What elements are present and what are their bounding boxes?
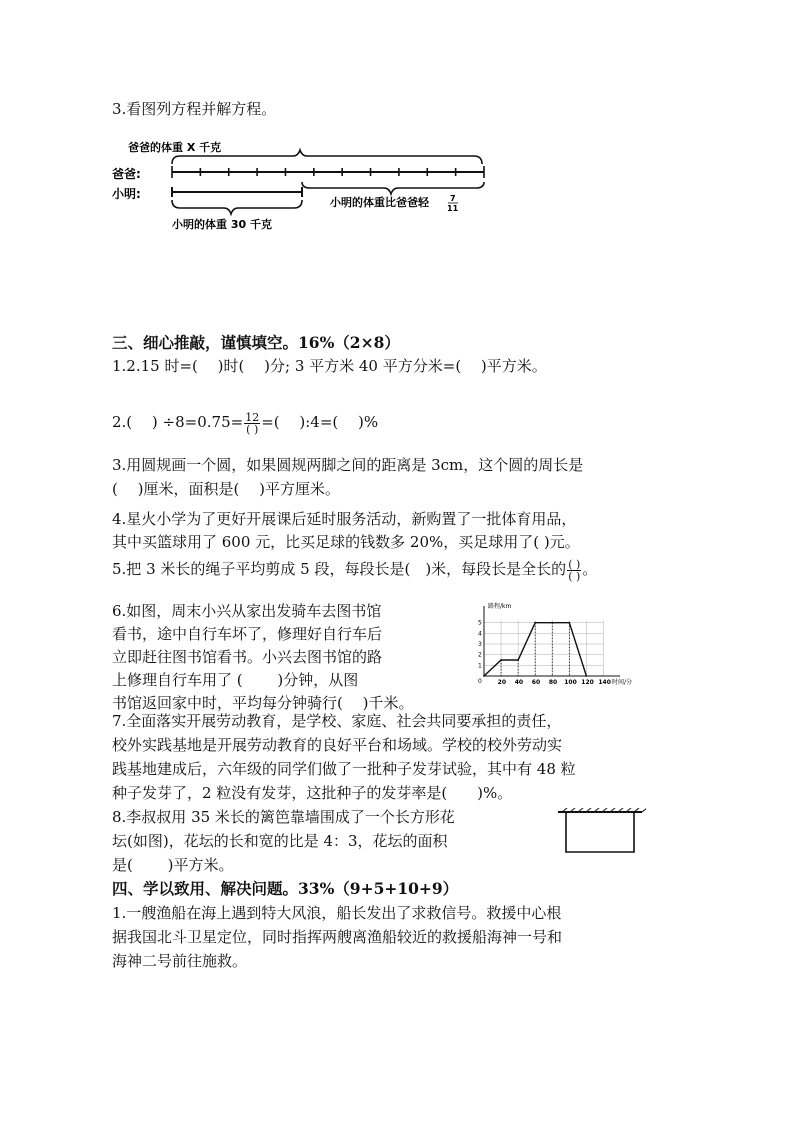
fill-blank-item-7-line-4: 种子发芽了，2 粒没有发芽，这批种子的发芽率是( )%。 <box>112 784 513 802</box>
chart-x-tick-label: 80 <box>548 679 558 686</box>
fill-blank-item-4-line-2: 其中买篮球用了 600 元，比买足球的钱数多 20%，买足球用了( )元。 <box>112 533 580 551</box>
fill-blank-item-6-line-1: 6.如图，周末小兴从家出发骑车去图书馆 <box>112 602 382 620</box>
chart-point <box>586 675 588 677</box>
difference-brace <box>302 182 484 194</box>
dad-weight-label: 爸爸的体重 X 千克 <box>128 141 222 154</box>
fill-blank-item-5: 5.把 3 米长的绳子平均剪成 5 段，每段长是( )米，每段长是全长的 $\frac{( )}{( )}$ 。 <box>112 557 598 583</box>
fence-rectangle <box>566 812 634 852</box>
fill-blank-item-8-line-2: 坛(如图)，花坛的长和宽的比是 4：3，花坛的面积 <box>112 832 448 850</box>
chart-x-tick-label: 120 <box>581 679 594 686</box>
chart-gridlines <box>484 621 603 676</box>
fill-blank-item-4-line-1: 4.星火小学为了更好开展课后延时服务活动，新购置了一批体育用品， <box>112 510 577 528</box>
chart-x-tick-label: 40 <box>514 679 524 686</box>
fill-blank-item-6-line-5: 书馆返回家中时，平均每分钟骑行( )千米。 <box>112 694 414 712</box>
chart-y-tick-label: 3 <box>478 641 482 648</box>
fill-blank-item-7-line-3: 践基地建成后，六年级的同学们做了一批种子发芽试验，其中有 48 粒 <box>112 760 576 778</box>
chart-y-axis-label: 路程/km <box>488 603 512 610</box>
fill-blank-item-6-line-3: 立即赶往图书馆看书。小兴去图书馆的路 <box>112 648 383 666</box>
distance-time-chart <box>462 598 662 690</box>
chart-x-tick-label: 100 <box>564 679 577 686</box>
section-3-heading: 三、细心推敲，谨慎填空。16%（2×8） <box>112 333 400 352</box>
chart-x-tick-label: 60 <box>531 679 541 686</box>
xiaoming-label: 小明: <box>112 187 141 201</box>
problem-1-line-1: 1.一艘渔船在海上遇到特大风浪，船长发出了求救信号。救援中心根 <box>112 904 562 922</box>
problem-1-line-3: 海神二号前往施救。 <box>112 952 248 970</box>
item-2-fraction: $\frac{12}{( )}$ <box>245 410 260 436</box>
fill-blank-item-6-line-2: 看书，途中自行车坏了，修理好自行车后 <box>112 625 383 643</box>
item-5-fraction: $\frac{( )}{( )}$ <box>568 557 581 583</box>
chart-x-axis-label: 时间/分 <box>612 679 633 686</box>
fill-blank-item-1: 1.2.15 时=( )时( )分; 3 平方米 40 平方分米=( )平方米。 <box>112 357 547 375</box>
segment-diagram <box>110 138 510 238</box>
chart-x-tick-label: 20 <box>497 679 507 686</box>
fill-blank-item-3-line-1: 3.用圆规画一个圆，如果圆规两脚之间的距离是 3cm，这个圆的周长是 <box>112 456 584 474</box>
chart-origin-label: 0 <box>478 678 482 685</box>
difference-fraction-denominator: 11 <box>447 204 459 213</box>
xiaoming-brace <box>172 200 302 214</box>
fill-blank-item-3-line-2: ( )厘米，面积是( )平方厘米。 <box>112 480 340 498</box>
fill-blank-item-8-line-1: 8.李叔叔用 35 米长的篱笆靠墙围成了一个长方形花 <box>112 808 455 826</box>
section-4-heading: 四、学以致用、解决问题。33%（9+5+10+9） <box>112 879 459 898</box>
chart-point <box>483 675 485 677</box>
chart-y-tick-label: 4 <box>478 630 482 638</box>
difference-label: 小明的体重比爸爸轻 <box>330 196 429 209</box>
fill-blank-item-2: 2.( ) ÷8=0.75= $\frac{12}{( )}$ =( ):4=( )% <box>112 410 379 436</box>
wall-hatch-mark <box>642 808 646 812</box>
dad-label: 爸爸: <box>112 167 141 181</box>
difference-fraction-numerator: 7 <box>450 194 456 203</box>
fill-blank-item-7-line-2: 校外实践基地是开展劳动教育的良好平台和场域。学校的校外劳动实 <box>112 736 563 754</box>
flower-bed-figure <box>556 808 646 856</box>
chart-y-tick-label: 1 <box>478 662 482 670</box>
fill-blank-item-7-line-1: 7.全面落实开展劳动教育，是学校、家庭、社会共同要承担的责任， <box>112 712 562 730</box>
question-3-heading: 3.看图列方程并解方程。 <box>112 100 277 118</box>
fill-blank-item-8-line-3: 是( )平方米。 <box>112 856 234 874</box>
chart-y-tick-label: 5 <box>478 619 482 627</box>
chart-y-tick-label: 2 <box>478 651 482 659</box>
fill-blank-item-6-line-4: 上修理自行车用了 ( )分钟，从图 <box>112 671 359 689</box>
problem-1-line-2: 据我国北斗卫星定位，同时指挥两艘离渔船较近的救援船海神一号和 <box>112 928 563 946</box>
chart-x-tick-label: 140 <box>598 679 611 686</box>
xiaoming-weight-label: 小明的体重 30 千克 <box>172 218 272 231</box>
